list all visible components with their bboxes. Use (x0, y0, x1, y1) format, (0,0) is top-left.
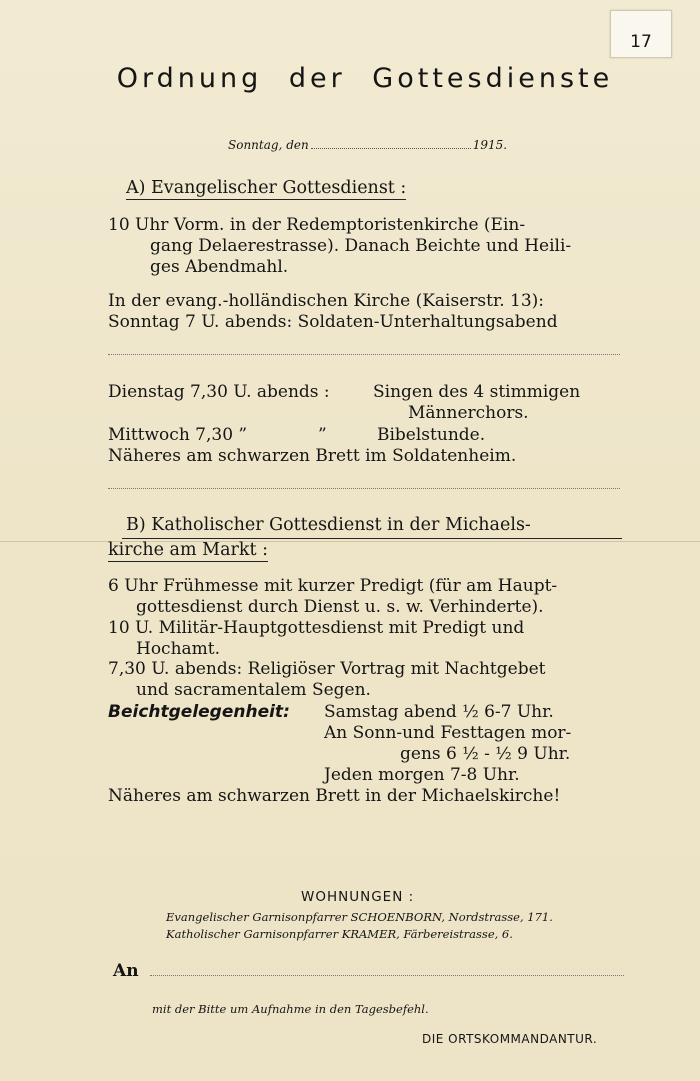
wednesday-event: Bibelstunde. (377, 425, 486, 445)
section-b-paragraph-2: 10 U. Militär-Hauptgottesdienst mit Predigt und Hochamt. (108, 618, 525, 659)
fold-crease (0, 541, 700, 542)
section-b-heading-cont: kirche am Markt : (108, 540, 268, 560)
request-line: mit der Bitte um Aufnahme in den Tagesbefehl. (152, 1002, 429, 1016)
confession-label: Beichtgelegenheit: (108, 702, 290, 722)
tuesday-event: Singen des 4 stimmigen Männerchors. (373, 382, 581, 423)
date-year: 1915. (472, 138, 508, 152)
date-blank (311, 148, 471, 149)
section-b-heading: B) Katholischer Gottesdienst in der Michaels- (126, 515, 531, 535)
section-a-note: Näheres am schwarzen Brett im Soldatenheim. (108, 446, 517, 466)
section-a-paragraph-1: 10 Uhr Vorm. in der Redemptoristenkirche (Ein- gang Delaerestrasse). Danach Beichte und Heili- ges Abendmahl. (108, 215, 572, 277)
page-number-label: 17 (610, 10, 672, 58)
address-line: Katholischer Garnisonpfarrer KRAMER, Färbereistrasse, 6. (166, 927, 513, 941)
address-line: Evangelischer Garnisonpfarrer SCHOENBORN, Nordstrasse, 171. (166, 910, 553, 924)
section-a-paragraph-2: In der evang.-holländischen Kirche (Kaiserstr. 13): Sonntag 7 U. abends: Soldaten-Unterhaltungsabend (108, 291, 558, 332)
divider-rule (108, 354, 620, 355)
confession-line: An Sonn-und Festtagen mor- (324, 723, 572, 743)
confession-line: gens 6 ½ - ½ 9 Uhr. (400, 744, 571, 764)
ditto-mark: ” (318, 425, 327, 445)
date-line (228, 138, 507, 152)
section-b-note: Näheres am schwarzen Brett in der Michaelskirche! (108, 786, 561, 806)
confession-line: Samstag abend ½ 6-7 Uhr. (324, 702, 554, 722)
section-b-paragraph-3: 7,30 U. abends: Religiöser Vortrag mit Nachtgebet und sacramentalem Segen. (108, 659, 546, 700)
signature-line: DIE ORTSKOMMANDANTUR. (422, 1032, 598, 1046)
document-title: Ordnung der Gottesdienste (116, 63, 614, 94)
heading-underline (122, 538, 622, 539)
to-label: An (113, 961, 139, 981)
confession-line: Jeden morgen 7-8 Uhr. (324, 765, 520, 785)
recipient-blank (150, 975, 624, 976)
section-b-paragraph-1: 6 Uhr Frühmesse mit kurzer Predigt (für am Haupt- gottesdienst durch Dienst u. s. w. Verhinderte). (108, 576, 558, 617)
tuesday-line: Dienstag 7,30 U. abends : (108, 382, 330, 402)
wednesday-line: Mittwoch 7,30 ” (108, 425, 248, 445)
date-prefix: Sonntag, den (228, 138, 309, 152)
addresses-heading: WOHNUNGEN : (301, 889, 415, 905)
section-a-heading: A) Evangelischer Gottesdienst : (126, 178, 407, 198)
divider-rule (108, 488, 620, 489)
